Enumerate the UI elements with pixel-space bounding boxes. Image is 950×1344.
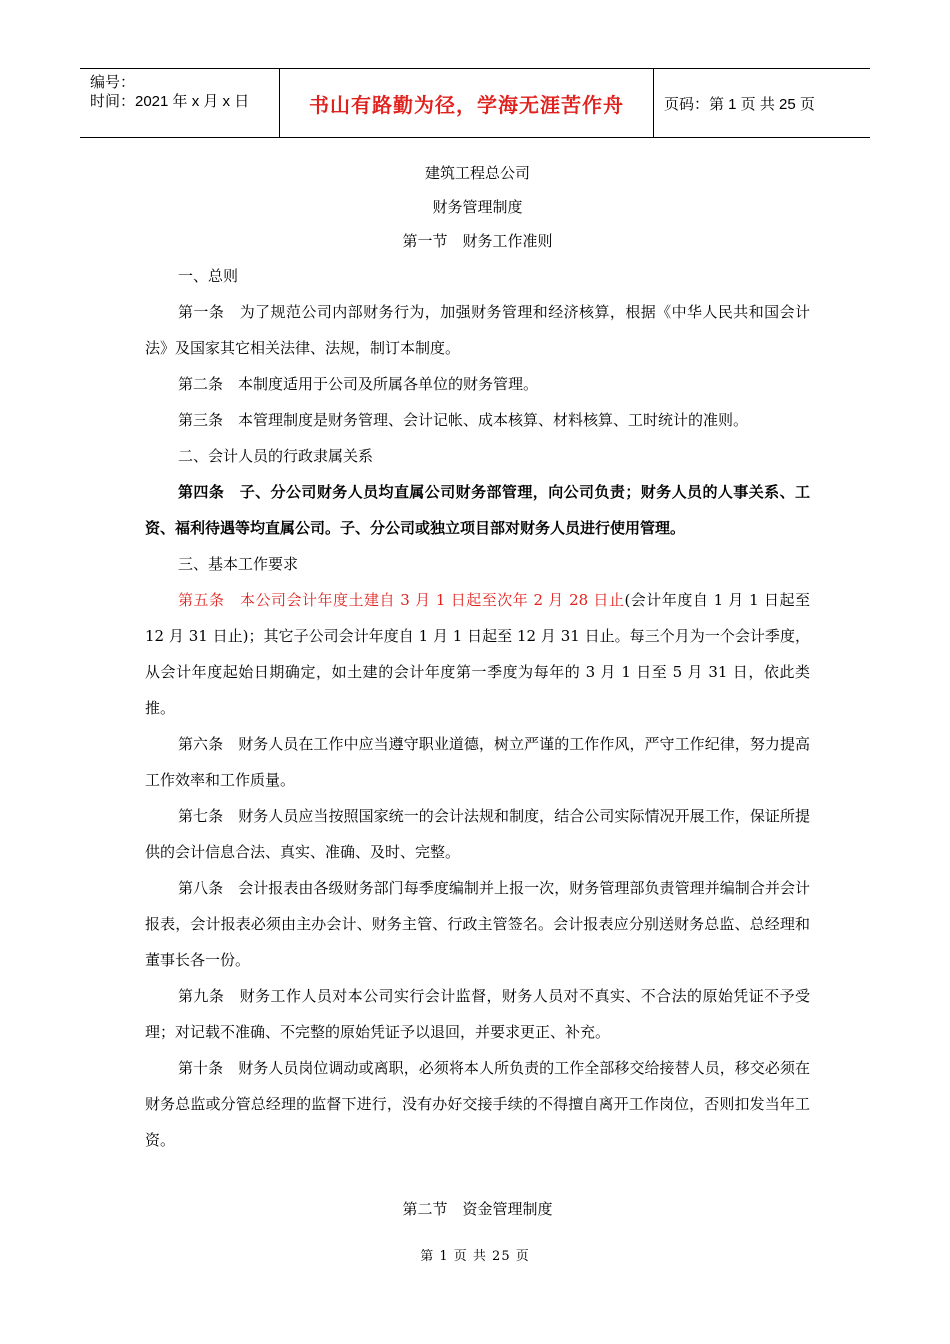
header-meta — [80, 69, 280, 137]
spacer — [145, 1158, 810, 1192]
article-5 — [145, 582, 810, 726]
section-1-heading: 第一节 财务工作准则 — [402, 232, 553, 250]
heading-admin-relation: 二、会计人员的行政隶属关系 — [178, 447, 374, 465]
article-10: 第十条 财务人员岗位调动或离职，必须将本人所负责的工作全部移交给接替人员，移交必须在财务总监或分管总经理的监督下进行，没有办好交接手续的不得擅自离开工作岗位，否则扣发当年工资。 — [145, 1059, 810, 1149]
article-5-highlight: 第五条 本公司会计年度土建自 3 月 1 日起至次年 2 月 28 日止 — [178, 591, 625, 609]
header-page-code: 页码：第 1 页 共 25 页 — [664, 95, 815, 113]
page-footer: 第 1 页 共 25 页 — [420, 1249, 530, 1264]
article-5-rest: (会计年度自 1 月 1 日起至 12 月 31 日止)；其它子公司会计年度自 1 月 1 日起至 12 月 31 日止。每三个月为一个会计季度，从会计年度起始日期确定，如土建的会计年度第一季度为每年的 3 月 1 日至 5 月 31 日，依此类推。 — [145, 591, 810, 717]
header-motto: 书山有路勤为径，学海无涯苦作舟 — [280, 69, 654, 137]
time-label: 时间：2021 年 x 月 x 日 — [90, 93, 250, 110]
article-7: 第七条 财务人员应当按照国家统一的会计法规和制度，结合公司实际情况开展工作，保证所提供的会计信息合法、真实、准确、及时、完整。 — [145, 807, 810, 861]
document-body — [145, 156, 810, 1226]
heading-general: 一、总则 — [178, 267, 239, 285]
article-3: 第三条 本管理制度是财务管理、会计记帐、成本核算、材料核算、工时统计的准则。 — [178, 411, 749, 429]
article-4: 第四条 子、分公司财务人员均直属公司财务部管理，向公司负责；财务人员的人事关系、工资、福利待遇等均直属公司。子、分公司或独立项目部对财务人员进行使用管理。 — [145, 483, 810, 537]
article-6: 第六条 财务人员在工作中应当遵守职业道德，树立严谨的工作作风，严守工作纪律，努力提高工作效率和工作质量。 — [145, 735, 810, 789]
document-title: 财务管理制度 — [432, 198, 523, 216]
document-header — [80, 68, 870, 138]
company-name: 建筑工程总公司 — [424, 164, 530, 182]
number-label: 编号： — [90, 74, 136, 91]
section-2-heading: 第二节 资金管理制度 — [402, 1200, 553, 1218]
article-2: 第二条 本制度适用于公司及所属各单位的财务管理。 — [178, 375, 539, 393]
article-8: 第八条 会计报表由各级财务部门每季度编制并上报一次，财务管理部负责管理并编制合并会计报表，会计报表必须由主办会计、财务主管、行政主管签名。会计报表应分别送财务总监、总经理和董事长各一份。 — [145, 879, 810, 969]
article-9: 第九条 财务工作人员对本公司实行会计监督，财务人员对不真实、不合法的原始凭证不予受理；对记载不准确、不完整的原始凭证予以退回，并要求更正、补充。 — [145, 987, 810, 1041]
heading-basic-requirements: 三、基本工作要求 — [178, 555, 299, 573]
article-1: 第一条 为了规范公司内部财务行为，加强财务管理和经济核算，根据《中华人民共和国会计法》及国家其它相关法律、法规，制订本制度。 — [145, 303, 810, 357]
